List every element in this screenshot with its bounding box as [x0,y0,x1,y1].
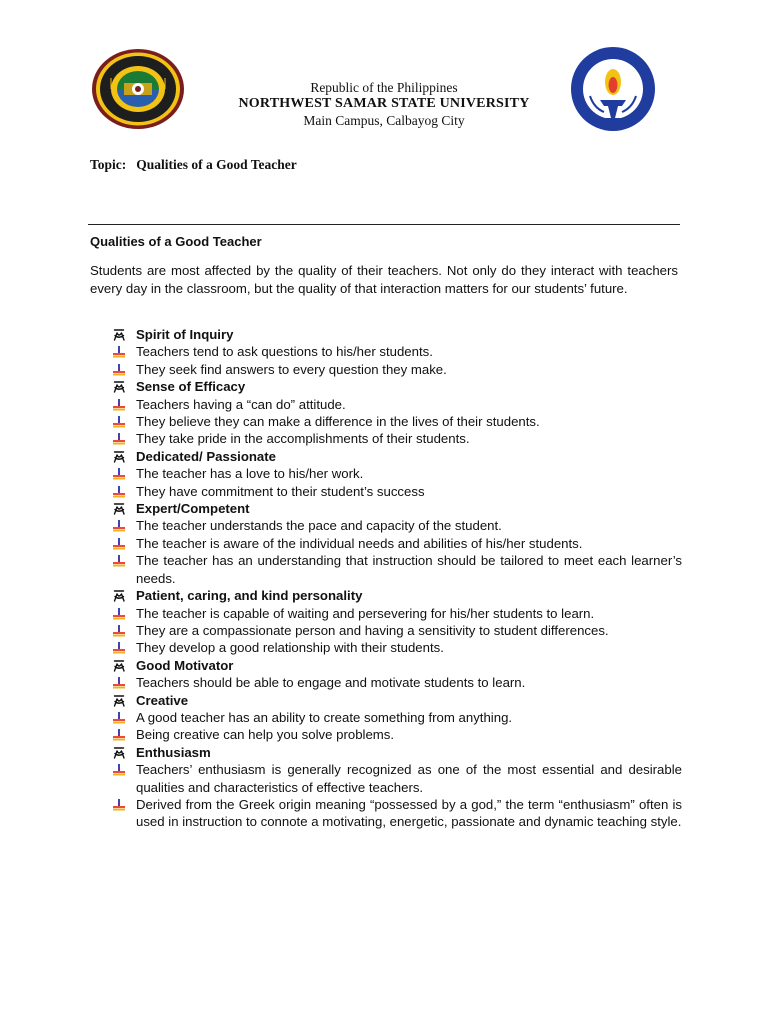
arrow-bullet-icon [112,415,126,429]
list-item-text: They are a compassionate person and having a sensitivity to student differences. [136,622,609,638]
list-item-text: The teacher is aware of the individual needs and abilities of his/her students. [136,535,583,551]
quality-point [112,430,682,447]
arrow-bullet-icon [112,398,126,412]
list-item-text: Sense of Efficacy [136,379,246,395]
quality-point [112,517,682,534]
list-item-text: They develop a good relationship with their students. [136,640,444,656]
list-item-text: Dedicated/ Passionate [136,448,276,464]
list-item-text: Enthusiasm [136,744,211,760]
arrow-bullet-icon [112,711,126,725]
quality-heading [112,378,682,395]
quality-heading [112,500,682,517]
quality-heading [112,692,682,709]
list-item-text: The teacher has an understanding that instruction should be tailored to meet each learner’s needs. [136,553,682,586]
quality-point [112,622,682,639]
list-item-text: Teachers’ enthusiasm is generally recognized as one of the most essential and desirable qualities and characteristics of effective teachers. [136,762,682,795]
arrow-bullet-icon [112,519,126,533]
quality-point [112,709,682,726]
quality-point [112,796,682,831]
list-item-text: Teachers should be able to engage and motivate students to learn. [136,675,526,691]
section-bullet-icon [112,328,126,342]
quality-point [112,343,682,360]
quality-point [112,674,682,691]
quality-point [112,552,682,587]
topic-label: Topic: [90,157,127,172]
intro-paragraph: Students are most affected by the quality of their teachers. Not only do they interact with teachers every day in the classroom, but the quality of that interaction matters for our students’ future. [90,263,678,296]
arrow-bullet-icon [112,467,126,481]
list-item-text: Teachers having a “can do” attitude. [136,396,346,412]
list-item-text: Patient, caring, and kind personality [136,588,363,604]
list-item-text: They have commitment to their student’s success [136,483,425,499]
arrow-bullet-icon [112,798,126,812]
section-heading: Qualities of a Good Teacher [90,234,262,249]
list-item-text: Creative [136,692,189,708]
list-item-text: They take pride in the accomplishments of their students. [136,431,470,447]
horizontal-divider [88,224,680,225]
quality-heading [112,326,682,343]
arrow-bullet-icon [112,554,126,568]
quality-point [112,483,682,500]
section-bullet-icon [112,746,126,760]
list-item-text: Spirit of Inquiry [136,327,234,342]
qualities-list [112,326,682,831]
section-bullet-icon [112,502,126,516]
header-republic: Republic of the Philippines [310,80,458,95]
quality-heading [112,744,682,761]
list-item-text: Expert/Competent [136,501,250,517]
section-bullet-icon [112,659,126,673]
list-item-text: They seek find answers to every question they make. [136,361,447,377]
arrow-bullet-icon [112,363,126,377]
topic-line [90,157,297,173]
arrow-bullet-icon [112,763,126,777]
document-header [150,80,618,130]
arrow-bullet-icon [112,607,126,621]
arrow-bullet-icon [112,432,126,446]
quality-heading [112,448,682,465]
quality-point [112,535,682,552]
quality-point [112,639,682,656]
list-item-text: The teacher understands the pace and capacity of the student. [136,518,502,534]
list-item-text: A good teacher has an ability to create something from anything. [136,709,513,725]
arrow-bullet-icon [112,641,126,655]
section-bullet-icon [112,694,126,708]
quality-heading [112,587,682,604]
arrow-bullet-icon [112,728,126,742]
arrow-bullet-icon [112,345,126,359]
arrow-bullet-icon [112,676,126,690]
header-campus: Main Campus, Calbayog City [303,113,465,128]
arrow-bullet-icon [112,624,126,638]
list-item-text: Teachers tend to ask questions to his/her students. [136,344,433,360]
quality-point [112,605,682,622]
quality-point [112,396,682,413]
list-item-text: Being creative can help you solve problems. [136,727,395,743]
quality-point [112,465,682,482]
section-bullet-icon [112,450,126,464]
list-item-text: Derived from the Greek origin meaning “possessed by a god,” the term “enthusiasm” often is used in instruction to connote a motivating, energetic, passionate and dynamic teaching style. [136,796,682,830]
header-university: NORTHWEST SAMAR STATE UNIVERSITY [238,96,530,111]
section-bullet-icon [112,380,126,394]
list-item-text: The teacher is capable of waiting and persevering for his/her students to learn. [136,605,595,621]
topic-title: Qualities of a Good Teacher [136,157,297,172]
arrow-bullet-icon [112,485,126,499]
section-bullet-icon [112,589,126,603]
list-item-text: The teacher has a love to his/her work. [136,466,364,482]
list-item-text: Good Motivator [136,657,234,673]
quality-point [112,413,682,430]
arrow-bullet-icon [112,537,126,551]
quality-point [112,361,682,378]
list-item-text: They believe they can make a difference in the lives of their students. [136,414,540,430]
quality-heading [112,657,682,674]
quality-point [112,761,682,796]
quality-point [112,726,682,743]
